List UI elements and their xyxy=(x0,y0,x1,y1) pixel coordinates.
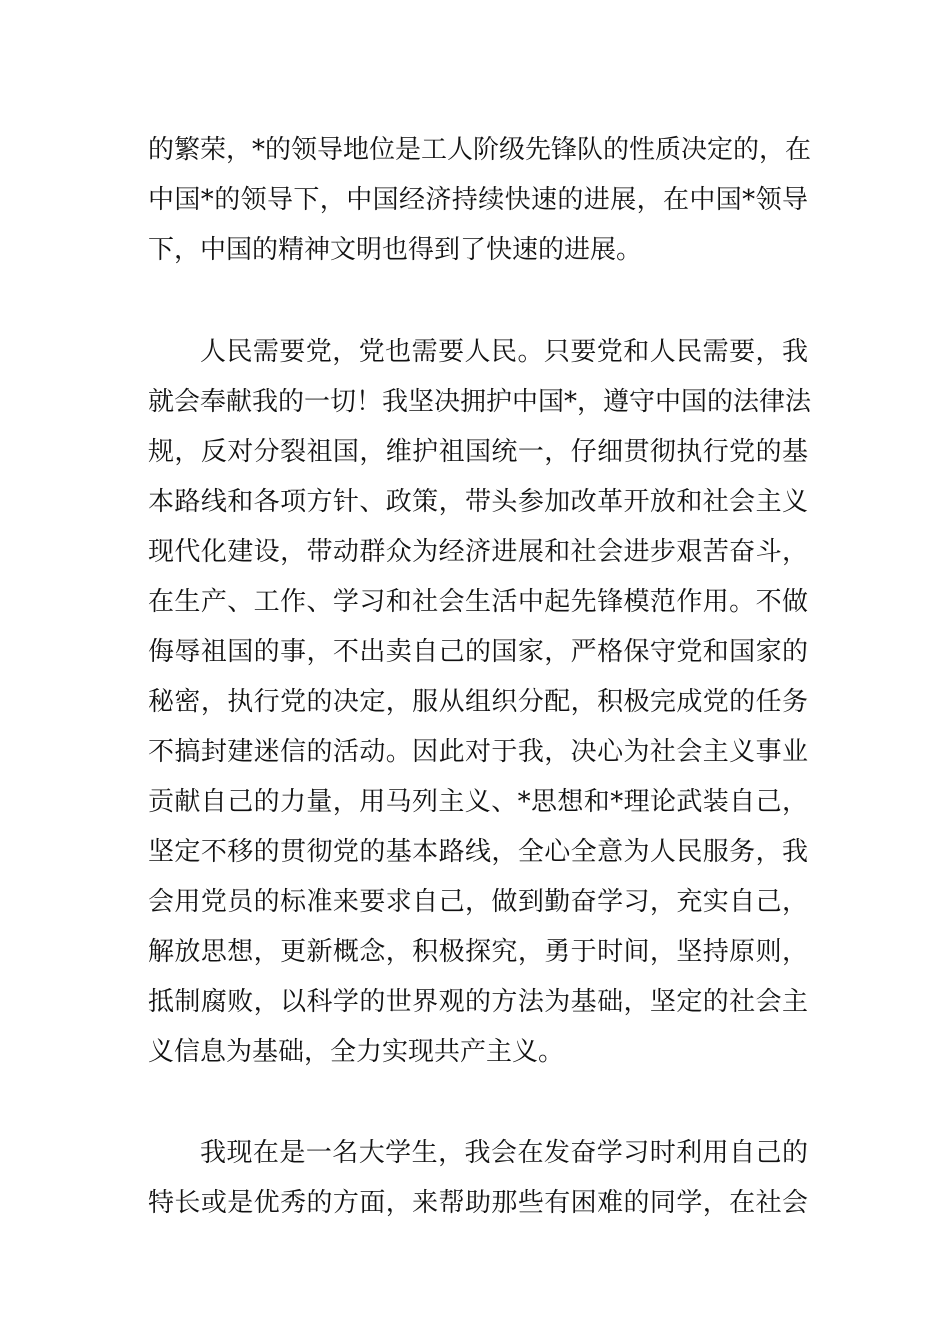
paragraph-1-line-3: 下，中国的精神文明也得到了快速的进展。 xyxy=(148,235,643,265)
paragraph-2-line-3: 规，反对分裂祖国，维护祖国统一，仔细贯彻执行党的基 xyxy=(148,437,808,467)
paragraph-2-line-9: 不搞封建迷信的活动。因此对于我，决心为社会主义事业 xyxy=(148,737,808,767)
paragraph-2-line-5: 现代化建设，带动群众为经济进展和社会进步艰苦奋斗， xyxy=(148,537,808,567)
paragraph-2-line-7: 侮辱祖国的事，不出卖自己的国家，严格保守党和国家的 xyxy=(148,637,808,667)
paragraph-3-line-1: 我现在是一名大学生，我会在发奋学习时利用自己的 xyxy=(200,1138,808,1168)
paragraph-1-line-1: 的繁荣，*的领导地位是工人阶级先锋队的性质决定的，在 xyxy=(148,135,812,165)
paragraph-2-line-13: 解放思想，更新概念，积极探究，勇于时间，坚持原则， xyxy=(148,937,808,967)
paragraph-2-line-1: 人民需要党，党也需要人民。只要党和人民需要，我 xyxy=(200,337,808,367)
paragraph-2-line-12: 会用党员的标准来要求自己，做到勤奋学习，充实自己， xyxy=(148,887,808,917)
paragraph-2-line-2: 就会奉献我的一切！我坚决拥护中国*，遵守中国的法律法 xyxy=(148,387,812,417)
paragraph-1-line-2: 中国*的领导下，中国经济持续快速的进展，在中国*领导 xyxy=(148,185,808,215)
paragraph-2-line-11: 坚定不移的贯彻党的基本路线，全心全意为人民服务，我 xyxy=(148,837,808,867)
paragraph-2-line-10: 贡献自己的力量，用马列主义、*思想和*理论武装自己， xyxy=(148,787,808,817)
paragraph-2-line-4: 本路线和各项方针、政策，带头参加改革开放和社会主义 xyxy=(148,487,808,517)
paragraph-3-line-2: 特长或是优秀的方面，来帮助那些有困难的同学，在社会 xyxy=(148,1188,808,1218)
paragraph-2-line-6: 在生产、工作、学习和社会生活中起先锋模范作用。不做 xyxy=(148,587,808,617)
paragraph-2-line-15: 义信息为基础，全力实现共产主义。 xyxy=(148,1037,565,1067)
paragraph-2-line-8: 秘密，执行党的决定，服从组织分配，积极完成党的任务 xyxy=(148,687,808,717)
paragraph-2-line-14: 抵制腐败，以科学的世界观的方法为基础，坚定的社会主 xyxy=(148,987,808,1017)
